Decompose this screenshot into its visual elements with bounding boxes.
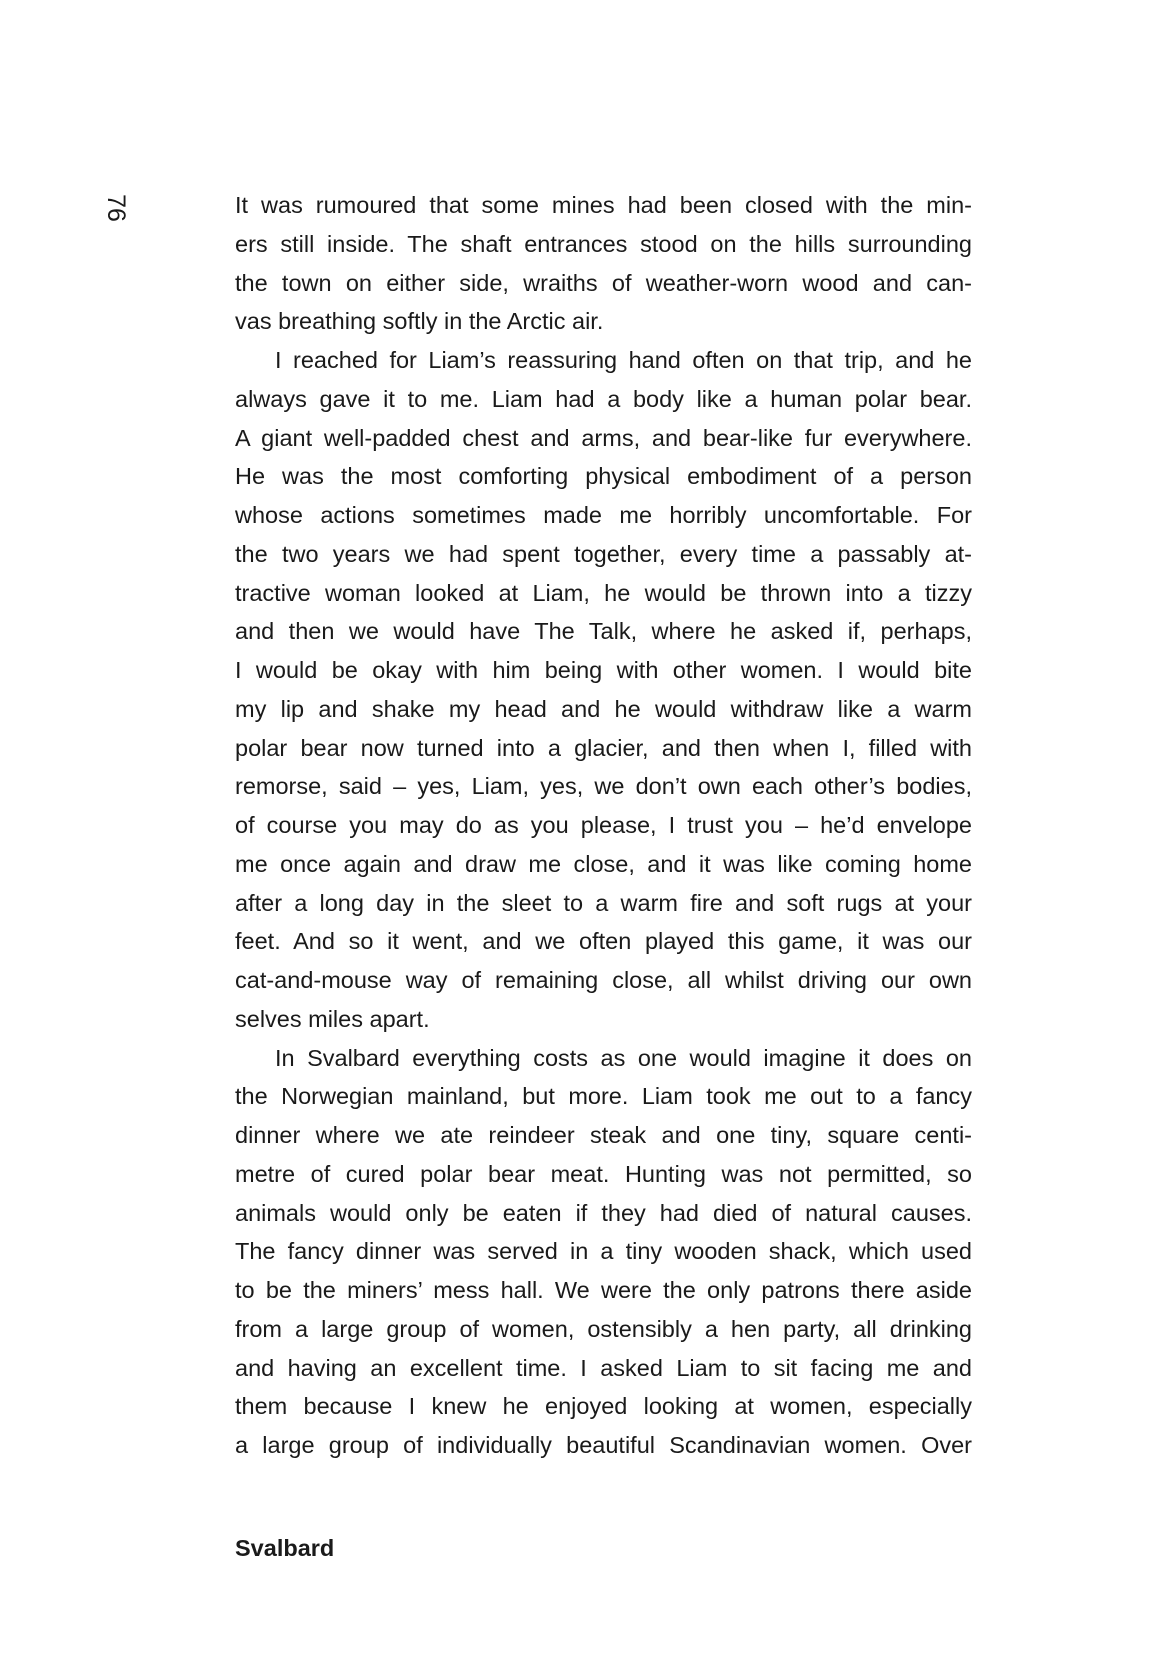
paragraph xyxy=(235,186,972,341)
text-line: the two years we had spent together, every time a passably at- xyxy=(235,540,972,567)
running-footer: Svalbard xyxy=(235,1535,335,1561)
body-text xyxy=(235,186,972,1465)
text-line: a large group of individually beautiful Scandinavian women. Over xyxy=(235,1432,972,1458)
text-line: me once again and draw me close, and it was like coming home xyxy=(235,850,972,877)
text-line: always gave it to me. Liam had a body like a human polar bear. xyxy=(235,385,972,412)
text-line: I would be okay with him being with other women. I would bite xyxy=(235,657,972,683)
paragraph xyxy=(235,1039,972,1465)
page-number: 76 xyxy=(102,194,130,222)
text-line: vas breathing softly in the Arctic air. xyxy=(235,308,604,335)
text-line: It was rumoured that some mines had been closed with the min- xyxy=(235,192,972,218)
text-line: my lip and shake my head and he would withdraw like a warm xyxy=(235,695,972,722)
text-line: selves miles apart. xyxy=(235,1005,430,1032)
text-line: In Svalbard everything costs as one would imagine it does on xyxy=(275,1044,972,1071)
text-line: A giant well-padded chest and arms, and bear-like fur everywhere. xyxy=(235,424,972,451)
text-line: feet. And so it went, and we often played this game, it was our xyxy=(235,928,972,955)
text-line: to be the miners’ mess hall. We were the only patrons there aside xyxy=(235,1277,972,1303)
text-line: I reached for Liam’s reassuring hand often on that trip, and he xyxy=(275,347,972,373)
text-line: metre of cured polar bear meat. Hunting was not permitted, so xyxy=(235,1160,972,1187)
text-line: and then we would have The Talk, where he asked if, perhaps, xyxy=(235,618,972,645)
text-line: whose actions sometimes made me horribly uncomfortable. For xyxy=(235,502,972,528)
text-line: animals would only be eaten if they had died of natural causes. xyxy=(235,1199,972,1226)
text-line: after a long day in the sleet to a warm fire and soft rugs at your xyxy=(235,889,972,916)
text-line: the town on either side, wraiths of weather-worn wood and can- xyxy=(235,269,972,296)
text-line: of course you may do as you please, I trust you – he’d envelope xyxy=(235,812,972,838)
text-line: them because I knew he enjoyed looking at women, especially xyxy=(235,1393,972,1420)
text-line: polar bear now turned into a glacier, and then when I, filled with xyxy=(235,734,972,761)
text-line: tractive woman looked at Liam, he would be thrown into a tizzy xyxy=(235,579,972,606)
text-line: dinner where we ate reindeer steak and one tiny, square centi- xyxy=(235,1122,972,1148)
text-line: cat-and-mouse way of remaining close, all whilst driving our own xyxy=(235,967,972,993)
text-line: from a large group of women, ostensibly a hen party, all drinking xyxy=(235,1315,972,1342)
text-line: The fancy dinner was served in a tiny wooden shack, which used xyxy=(235,1238,972,1265)
text-line: remorse, said – yes, Liam, yes, we don’t own each other’s bodies, xyxy=(235,773,972,800)
text-line: ers still inside. The shaft entrances stood on the hills surrounding xyxy=(235,230,972,257)
text-line: and having an excellent time. I asked Liam to sit facing me and xyxy=(235,1354,972,1381)
paragraph xyxy=(235,341,972,1039)
text-line: the Norwegian mainland, but more. Liam took me out to a fancy xyxy=(235,1083,972,1110)
text-line: He was the most comforting physical embodiment of a person xyxy=(235,463,972,490)
